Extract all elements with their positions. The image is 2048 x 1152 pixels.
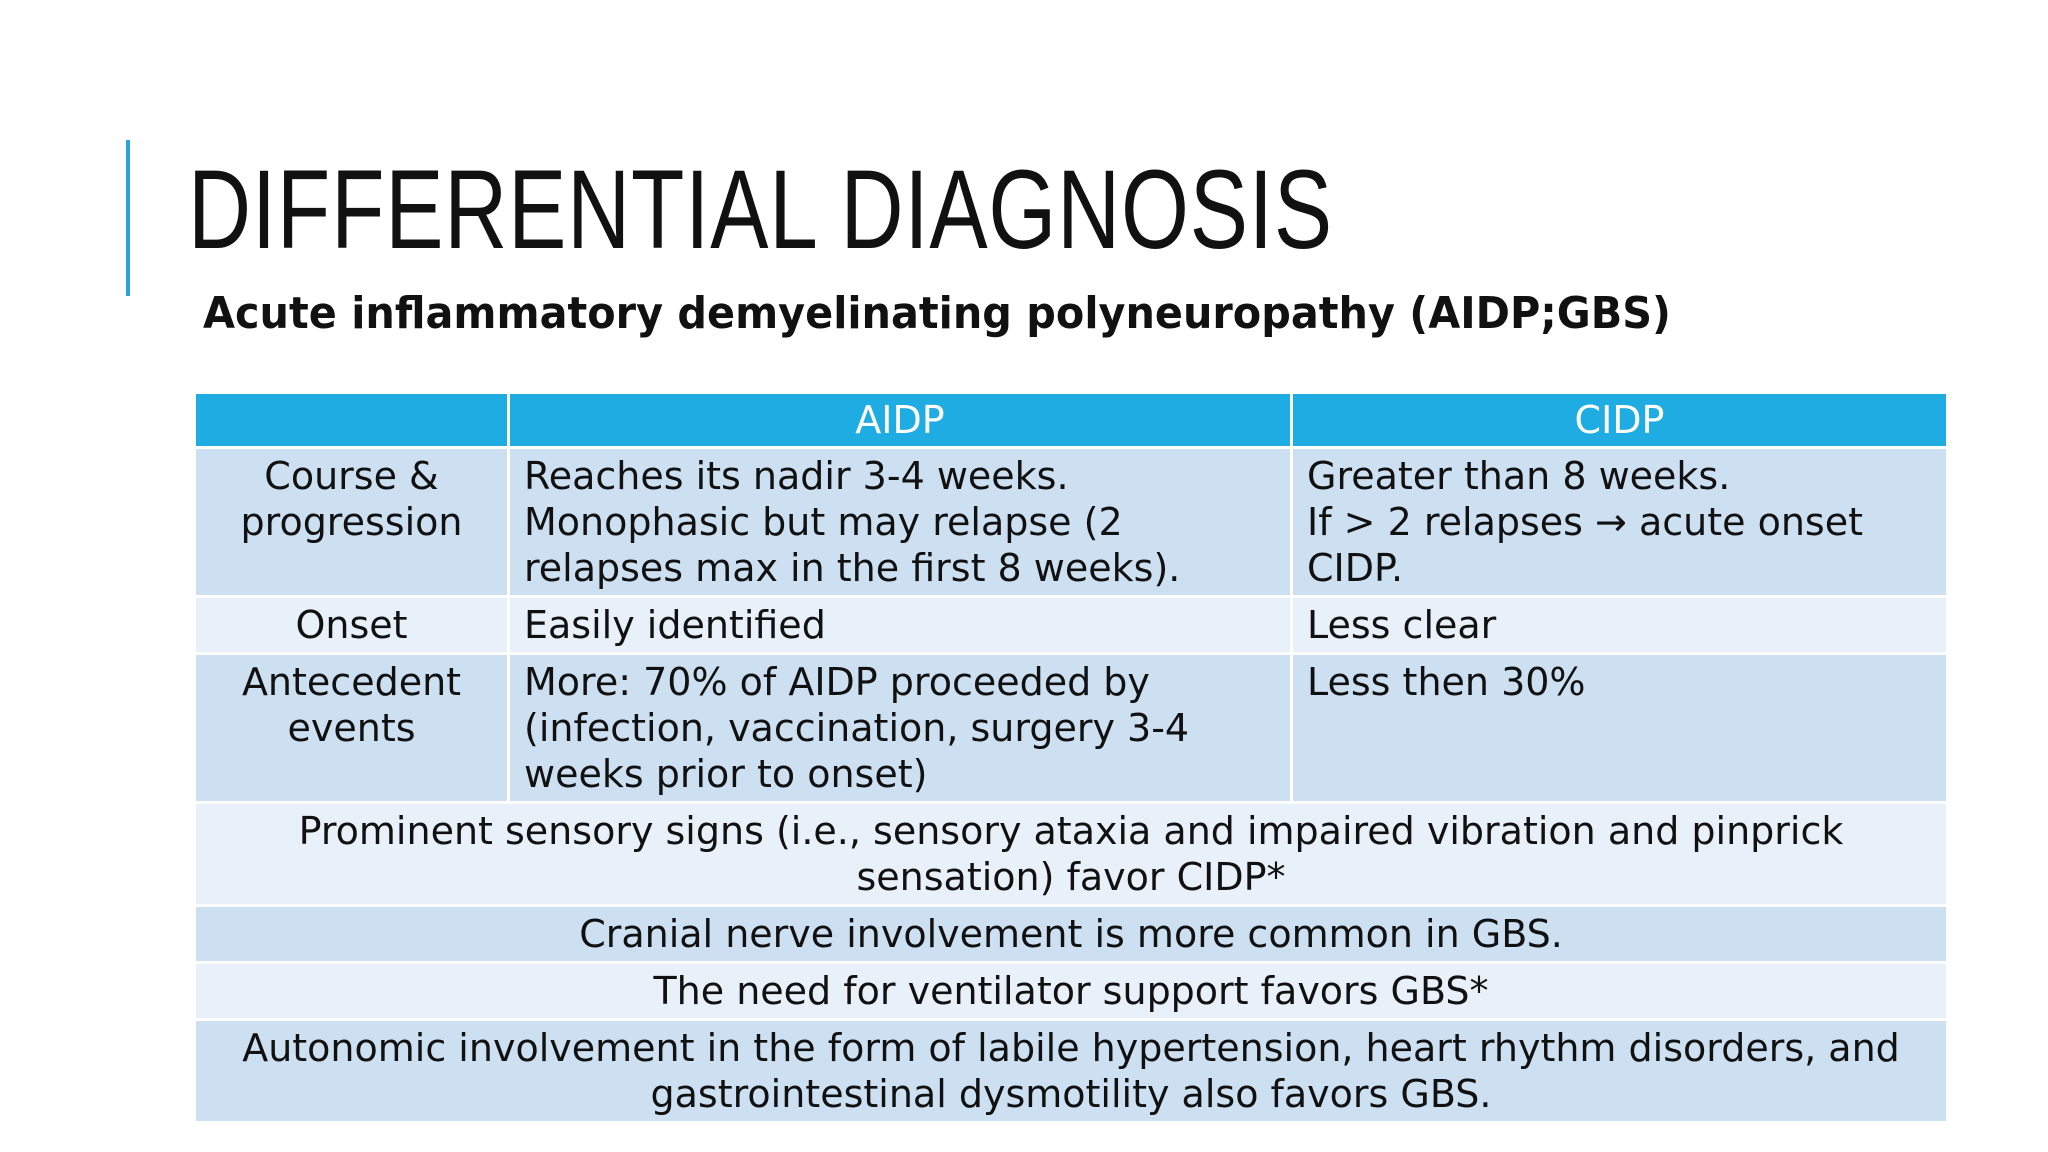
note-cell [195, 963, 1948, 1020]
row-label [195, 654, 509, 803]
table-row-note-autonomic [195, 1020, 1948, 1123]
aidp-cell [509, 448, 1292, 597]
cell-line: weeks prior to onset) [524, 752, 928, 796]
cell-line: More: 70% of AIDP proceeded by [524, 660, 1150, 704]
table-row-note-cranial [195, 906, 1948, 963]
cell-line: (infection, vaccination, surgery 3-4 [524, 706, 1190, 750]
cell-line: CIDP. [1307, 546, 1404, 590]
table-row-onset [195, 597, 1948, 654]
cell-line: If > 2 relapses → acute onset [1307, 500, 1863, 544]
slide-title: DIFFERENTIAL DIAGNOSIS [188, 147, 1333, 272]
cell-line: Easily identified [524, 603, 826, 647]
label-line: events [287, 706, 416, 750]
table-row-note-ventilator [195, 963, 1948, 1020]
row-label [195, 448, 509, 597]
label-line: Course & [264, 454, 439, 498]
cell-line: Reaches its nadir 3-4 weeks. [524, 454, 1069, 498]
table-row-course [195, 448, 1948, 597]
header-aidp: AIDP [509, 393, 1292, 448]
table-row-antecedent [195, 654, 1948, 803]
label-line: Onset [295, 603, 408, 647]
note-cell [195, 803, 1948, 906]
differential-table [193, 391, 1949, 1124]
header-cidp: CIDP [1292, 393, 1948, 448]
cidp-cell [1292, 448, 1948, 597]
label-line: progression [240, 500, 463, 544]
note-cell [195, 906, 1948, 963]
header-empty-cell [195, 393, 509, 448]
label-line: Antecedent [241, 660, 462, 704]
cidp-cell [1292, 597, 1948, 654]
cell-line: relapses max in the first 8 weeks). [524, 546, 1181, 590]
table-row-note-sensory [195, 803, 1948, 906]
aidp-cell [509, 597, 1292, 654]
cidp-cell [1292, 654, 1948, 803]
note-line: Prominent sensory signs (i.e., sensory ataxia and impaired vibration and pinprick [298, 809, 1844, 853]
cell-line: Monophasic but may relapse (2 [524, 500, 1123, 544]
table-header-row [195, 393, 1948, 448]
cell-line: Less clear [1307, 603, 1497, 647]
note-line: The need for ventilator support favors GBS* [653, 969, 1489, 1013]
note-line: Cranial nerve involvement is more common in GBS. [579, 912, 1563, 956]
note-line: Autonomic involvement in the form of labile hypertension, heart rhythm disorders, and [242, 1026, 1900, 1070]
cell-line: Less then 30% [1307, 660, 1586, 704]
title-accent-bar [126, 140, 130, 296]
aidp-cell [509, 654, 1292, 803]
note-line: sensation) favor CIDP* [856, 855, 1286, 899]
slide-subtitle: Acute inflammatory demyelinating polyneuropathy (AIDP;GBS) [203, 288, 1671, 339]
note-line: gastrointestinal dysmotility also favors GBS. [650, 1072, 1492, 1116]
note-cell [195, 1020, 1948, 1123]
cell-line: Greater than 8 weeks. [1307, 454, 1731, 498]
row-label [195, 597, 509, 654]
